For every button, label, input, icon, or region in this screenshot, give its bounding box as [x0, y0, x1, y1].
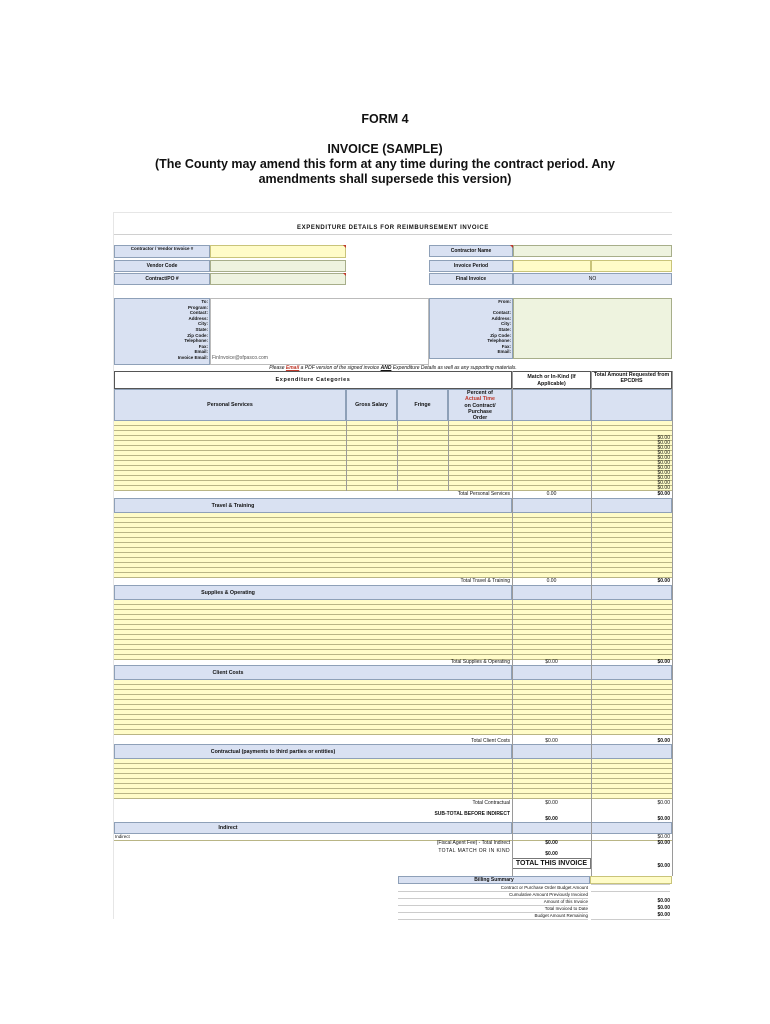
fiscal-agent-amount: $0.00 [657, 840, 670, 846]
indirect-title: Indirect [218, 825, 238, 831]
fiscal-agent-label: (Fiscal Agent Fee) - Total Indirect [436, 840, 510, 846]
to-label: Fax: [198, 343, 208, 349]
indirect-row-amount: $0.00 [657, 834, 670, 840]
supplies-total-match: $0.00 [545, 659, 558, 665]
invoice-title: INVOICE (SAMPLE) [327, 142, 443, 156]
billing-row-value: $0.00 [591, 898, 670, 906]
row-amount: $0.00 [657, 485, 670, 491]
percent-time-header [448, 389, 512, 421]
total-invoice-label-cell [512, 858, 591, 869]
requested-header [591, 371, 672, 389]
row-amount: $0.00 [657, 450, 670, 456]
from-label: Fax: [501, 343, 511, 349]
from-label: Contact: [492, 310, 511, 316]
invoice-period-label-cell [429, 260, 513, 272]
row-amount: $0.00 [657, 435, 670, 441]
row-amount: $0.00 [657, 475, 670, 481]
from-labels [429, 299, 511, 355]
comment-marker [510, 245, 513, 248]
invoice-email-value[interactable]: FinInvoice@sfpasco.com [212, 355, 268, 361]
notice-and-word: AND [380, 365, 392, 371]
personal-total-label: Total Personal Services [457, 491, 510, 497]
vendor-code-label-cell [114, 260, 210, 272]
supplies-title: Supplies & Operating [201, 590, 255, 596]
supplies-total-amount: $0.00 [657, 659, 670, 665]
indirect-header [114, 822, 512, 834]
percent-line: Purchase [468, 408, 492, 415]
row-amount: $0.00 [657, 480, 670, 486]
supplies-header [114, 585, 512, 600]
personal-services-header [114, 389, 346, 421]
vendor-code-label: Vendor Code [146, 263, 178, 269]
categories-header [114, 371, 512, 389]
billing-row-value: $0.00 [591, 912, 670, 920]
contractor-name-label-cell [429, 245, 513, 257]
comment-marker [343, 273, 346, 276]
invoice-period-label: Invoice Period [453, 263, 489, 269]
percent-line: Order [472, 415, 488, 422]
contractual-total-match: $0.00 [545, 800, 558, 806]
billing-row-label: Cumulative Amount Previously Invoiced [398, 891, 588, 899]
contract-po-label-cell [114, 273, 210, 285]
row-amount: $0.00 [657, 470, 670, 476]
supplies-header-right [512, 585, 672, 600]
to-label: Telephone: [184, 338, 208, 344]
to-label: Invoice Email: [177, 354, 208, 360]
invoice-subtitle-line1: (The County may amend this form at any time during the contract period. Any [154, 157, 615, 171]
contractual-total-amount: $0.00 [657, 800, 670, 806]
form-header [0, 112, 770, 187]
billing-row-value: $0.00 [591, 905, 670, 913]
final-invoice-select[interactable] [513, 273, 672, 285]
total-match-value: $0.00 [545, 851, 558, 857]
final-invoice-value: NO [588, 276, 597, 282]
from-label: Email: [497, 349, 511, 355]
travel-title: Travel & Training [211, 503, 255, 509]
requested-subheader [591, 389, 672, 421]
billing-row-label: Contract or Purchase Order Budget Amount [398, 884, 588, 892]
percent-time-label [449, 390, 511, 421]
contractual-row[interactable] [114, 794, 672, 799]
billing-row-value[interactable] [591, 884, 670, 885]
from-label: City: [501, 321, 511, 327]
to-label: State: [195, 326, 208, 332]
billing-summary-header [398, 876, 590, 884]
to-label: Program: [187, 304, 208, 310]
contractor-label: Contractor / Vendor Invoice # [130, 246, 194, 251]
contractual-title: Contractual (payments to third parties or entities) [210, 749, 336, 755]
from-values-cell[interactable] [513, 298, 672, 359]
row-amount: $0.00 [657, 465, 670, 471]
subtotal-label: SUB-TOTAL BEFORE INDIRECT [434, 811, 510, 817]
contract-po-input[interactable] [210, 273, 346, 285]
supplies-total-label: Total Supplies & Operating [450, 659, 510, 665]
from-label: Telephone: [487, 338, 511, 344]
to-label: To: [201, 299, 208, 304]
travel-total-match: 0.00 [546, 578, 557, 584]
client-total-amount: $0.00 [657, 738, 670, 744]
contractor-label-cell [114, 245, 210, 258]
match-label: Match or In-Kind (If Applicable) [527, 374, 576, 387]
match-subheader [512, 389, 591, 421]
notice-email-word: Email [285, 365, 300, 371]
personal-total-amount: $0.00 [657, 491, 670, 497]
notice-text: Expenditure Details as well as any supporting materials. [391, 365, 517, 371]
to-labels [114, 299, 208, 361]
invoice-subtitle-line2: amendments shall supersede this version) [258, 172, 512, 186]
section-title: EXPENDITURE DETAILS FOR REIMBURSEMENT INVOICE [297, 225, 489, 231]
categories-label: Expenditure Categories [275, 377, 351, 383]
personal-total-match: 0.00 [546, 491, 557, 497]
percent-line: on Contract/ [464, 402, 496, 409]
client-total-match: $0.00 [545, 738, 558, 744]
match-header [512, 371, 591, 389]
contractual-header-right [512, 744, 672, 759]
client-title: Client Costs [212, 670, 244, 676]
client-row[interactable] [114, 730, 672, 735]
to-label: City: [198, 321, 208, 327]
billing-row-label: Budget Amount Remaining [398, 912, 588, 920]
billing-row-label: Amount of this Invoice [398, 898, 588, 906]
client-total-label: Total Client Costs [471, 738, 510, 744]
client-header-right [512, 665, 672, 680]
indirect-header-right [512, 822, 672, 834]
final-invoice-label-cell [429, 273, 513, 285]
to-label: Address: [188, 315, 208, 321]
travel-total-label: Total Travel & Training [460, 578, 510, 584]
row-amount: $0.00 [657, 460, 670, 466]
travel-total-amount: $0.00 [657, 578, 670, 584]
fringe-header [397, 389, 448, 421]
contractor-invoice-input[interactable] [210, 245, 346, 258]
to-label: Email: [194, 349, 208, 355]
vendor-code-input[interactable] [210, 260, 346, 272]
from-label: From: [498, 299, 511, 304]
contractual-total-label: Total Contractual [472, 800, 510, 806]
comment-marker [343, 245, 346, 248]
percent-line-actual: Actual Time [465, 396, 495, 403]
from-label: State: [498, 326, 511, 332]
billing-row-label: Total Invoiced to Date [398, 905, 588, 913]
row-amount: $0.00 [657, 445, 670, 451]
percent-line: Percent of [467, 390, 493, 396]
to-label: Zip Code: [187, 332, 208, 338]
invoice-sheet [113, 212, 672, 919]
gross-salary-header [346, 389, 397, 421]
travel-header [114, 498, 512, 513]
travel-header-right [512, 498, 672, 513]
billing-summary-header-right [590, 876, 672, 884]
contractor-name-label: Contractor Name [450, 248, 492, 254]
client-header [114, 665, 512, 680]
from-label: Zip Code: [490, 332, 511, 338]
personal-services-label: Personal Services [207, 402, 253, 408]
contractual-header [114, 744, 512, 759]
row-amount: $0.00 [657, 455, 670, 461]
contract-po-label: Contract/PO # [145, 276, 179, 282]
fiscal-agent-match: $0.00 [545, 840, 558, 846]
form-number: FORM 4 [361, 112, 409, 126]
notice-text: Please [269, 365, 286, 371]
to-label: Contact: [189, 310, 208, 316]
notice-text: a PDF version of the signed invoice [299, 365, 381, 371]
contractor-name-input[interactable] [513, 245, 672, 257]
total-invoice-label: TOTAL THIS INVOICE [515, 860, 588, 867]
invoice-period-start-input[interactable] [513, 260, 591, 272]
gross-salary-label: Gross Salary [355, 402, 388, 408]
fringe-label: Fringe [414, 402, 431, 408]
billing-summary-title: Billing Summary [474, 877, 514, 883]
requested-label: Total Amount Requested from EPCDHS [593, 372, 670, 385]
total-invoice-value: $0.00 [657, 863, 670, 869]
subtotal-match: $0.00 [545, 816, 558, 822]
total-match-label: TOTAL MATCH OR IN KIND [438, 848, 510, 854]
indirect-row-label: Indirect [115, 834, 130, 839]
row-amount: $0.00 [657, 440, 670, 446]
billing-row-value[interactable] [591, 891, 670, 892]
subtotal-amount: $0.00 [657, 816, 670, 822]
from-label: Address: [491, 315, 511, 321]
final-invoice-label: Final Invoice [455, 276, 487, 282]
invoice-period-end-input[interactable] [591, 260, 672, 272]
